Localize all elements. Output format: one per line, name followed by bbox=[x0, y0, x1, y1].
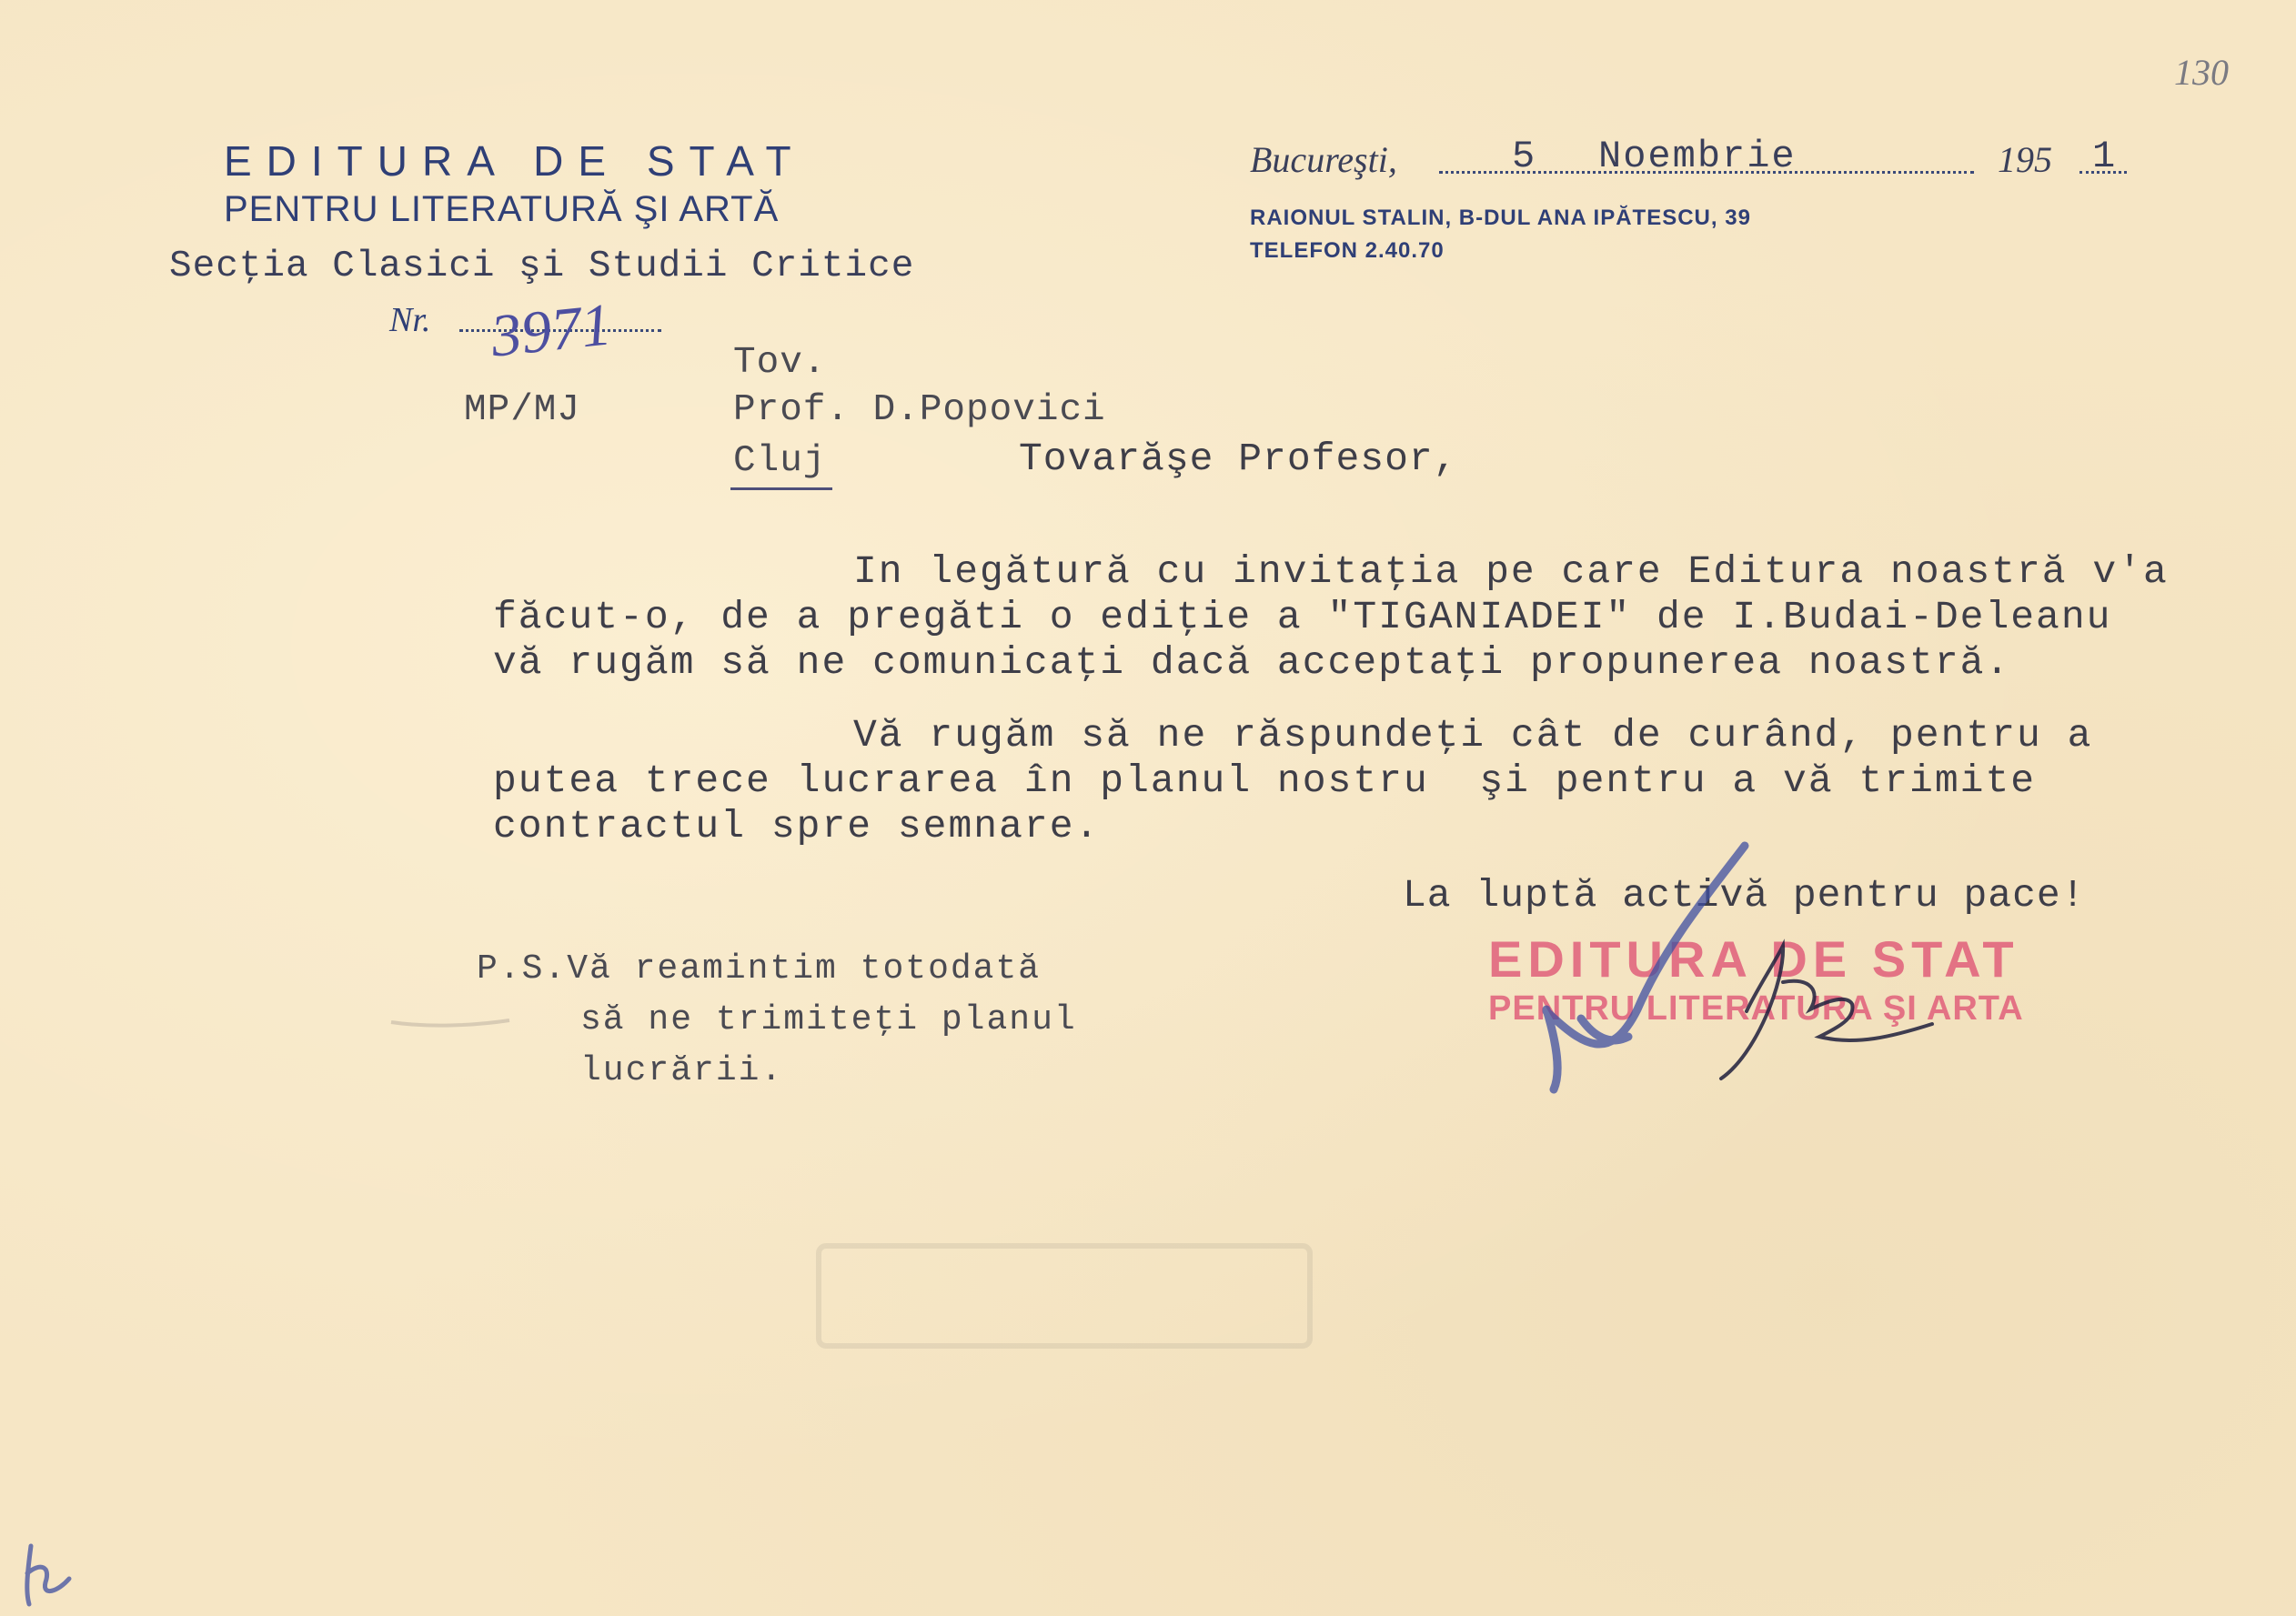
publisher-stamp-line2: PENTRU LITERATURA ŞI ARTA bbox=[1488, 989, 2024, 1028]
publisher-stamp-line1: EDITURA DE STAT bbox=[1488, 930, 2019, 988]
author-initials: MP/MJ bbox=[464, 389, 581, 431]
date-day: 5 bbox=[1512, 135, 1536, 178]
publisher-name: EDITURA DE STAT bbox=[224, 137, 806, 185]
reference-number-label: Nr. bbox=[389, 301, 431, 339]
publisher-subtitle: PENTRU LITERATURĂ ŞI ARTĂ bbox=[224, 189, 780, 229]
body-line: Vă rugăm să ne răspundeţi cât de curând, pentru a bbox=[853, 713, 2093, 758]
closing-line: La luptă activă pentru pace! bbox=[1403, 873, 2086, 918]
date-year-prefix: 195 bbox=[1998, 139, 2052, 180]
publisher-phone: TELEFON 2.40.70 bbox=[1250, 238, 1445, 263]
postscript-line: să ne trimiteţi planul bbox=[580, 1000, 1077, 1039]
body-line: contractul spre semnare. bbox=[493, 804, 1101, 848]
section-name: Secţia Clasici şi Studii Critice bbox=[169, 246, 915, 287]
recipient-title: Tov. bbox=[733, 342, 827, 384]
postscript-line: P.S.Vă reamintim totodată bbox=[477, 949, 1042, 989]
date-year-digit: 1 bbox=[2092, 135, 2116, 178]
approval-pen-mark bbox=[1546, 846, 1745, 1089]
place-label: Bucureşti, bbox=[1250, 139, 1397, 180]
postscript-line: lucrării. bbox=[580, 1051, 784, 1090]
publisher-address: RAIONUL STALIN, B-DUL ANA IPĂTESCU, 39 bbox=[1250, 206, 1751, 230]
reference-number-handwritten: 3971 bbox=[488, 291, 615, 370]
recipient-name: Prof. D.Popovici bbox=[733, 389, 1106, 431]
date-month: Noembrie bbox=[1598, 135, 1797, 178]
signature bbox=[1721, 946, 1932, 1079]
body-line: In legătură cu invitaţia pe care Editura noastră v'a bbox=[853, 549, 2169, 594]
body-line: putea trece lucrarea în planul nostru şi pentru a vă trimite bbox=[493, 758, 2037, 803]
faded-stamp-ghost bbox=[819, 1246, 1310, 1346]
margin-pen-mark bbox=[27, 1546, 69, 1604]
salutation: Tovarăşe Profesor, bbox=[1019, 437, 1458, 481]
body-line: vă rugăm să ne comunicaţi dacă acceptaţi propunerea noastră. bbox=[493, 640, 2011, 685]
archive-page-number: 130 bbox=[2174, 52, 2229, 93]
paper-smudge bbox=[391, 1020, 509, 1026]
recipient-city: Cluj bbox=[733, 440, 827, 482]
body-line: făcut-o, de a pregăti o ediţie a "TIGANIADEI" de I.Budai-Deleanu bbox=[493, 595, 2112, 639]
